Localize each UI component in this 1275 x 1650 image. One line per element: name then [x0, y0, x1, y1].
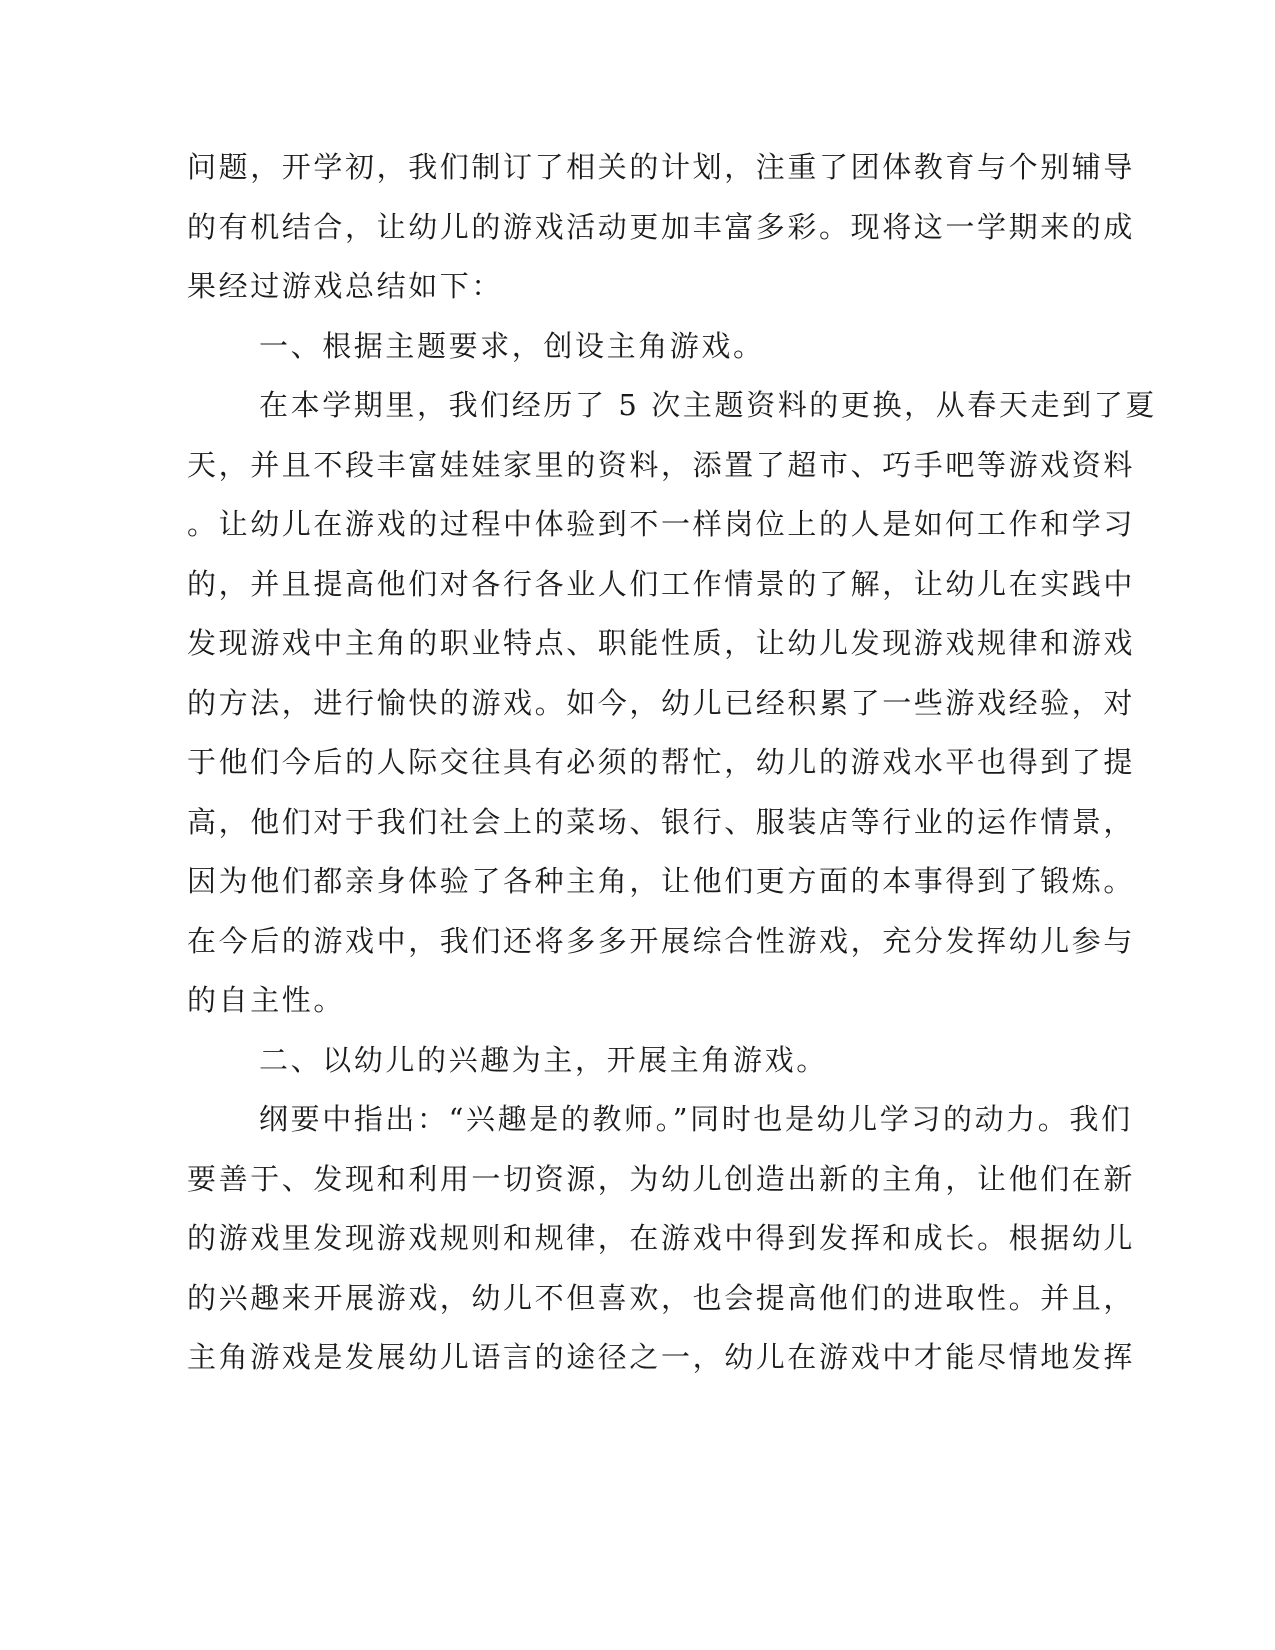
text-line: 在本学期里，我们经历了 5 次主题资料的更换，从春天走到了夏 — [259, 388, 1157, 422]
text-line: 高，他们对于我们社会上的菜场、银行、服装店等行业的运作情景， — [187, 804, 1136, 839]
text-line: 的兴趣来开展游戏，幼儿不但喜欢，也会提高他们的进取性。并且， — [187, 1280, 1136, 1315]
text-line: 的，并且提高他们对各行各业人们工作情景的了解，让幼儿在实践中 — [187, 566, 1136, 601]
text-line: 在今后的游戏中，我们还将多多开展综合性游戏，充分发挥幼儿参与 — [187, 923, 1136, 958]
text-line: 果经过游戏总结如下： — [187, 269, 504, 303]
text-line: 问题，开学初，我们制订了相关的计划，注重了团体教育与个别辅导 — [187, 150, 1136, 184]
section-heading-1: 一、根据主题要求，创设主角游戏。 — [259, 328, 765, 363]
text-line: 要善于、发现和利用一切资源，为幼儿创造出新的主角，让他们在新 — [187, 1161, 1136, 1196]
document-body — [187, 138, 1157, 1388]
text-line: 因为他们都亲身体验了各种主角，让他们更方面的本事得到了锻炼。 — [187, 864, 1136, 898]
text-line: 。让幼儿在游戏的过程中体验到不一样岗位上的人是如何工作和学习 — [187, 507, 1136, 541]
text-line: 的方法，进行愉快的游戏。如今，幼儿已经积累了一些游戏经验，对 — [187, 685, 1136, 720]
text-line: 于他们今后的人际交往具有必须的帮忙，幼儿的游戏水平也得到了提 — [187, 745, 1136, 779]
text-line: 主角游戏是发展幼儿语言的途径之一，幼儿在游戏中才能尽情地发挥 — [187, 1340, 1136, 1374]
text-line: 天，并且不段丰富娃娃家里的资料，添置了超市、巧手吧等游戏资料 — [187, 447, 1136, 482]
text-line: 发现游戏中主角的职业特点、职能性质，让幼儿发现游戏规律和游戏 — [187, 626, 1136, 660]
text-line: 的有机结合，让幼儿的游戏活动更加丰富多彩。现将这一学期来的成 — [187, 209, 1136, 244]
text-line: 的游戏里发现游戏规则和规律，在游戏中得到发挥和成长。根据幼儿 — [187, 1221, 1136, 1255]
section-heading-2: 二、以幼儿的兴趣为主，开展主角游戏。 — [259, 1042, 828, 1077]
text-line: 的自主性。 — [187, 983, 346, 1017]
text-line: 纲要中指出：“兴趣是的教师。”同时也是幼儿学习的动力。我们 — [259, 1102, 1133, 1136]
